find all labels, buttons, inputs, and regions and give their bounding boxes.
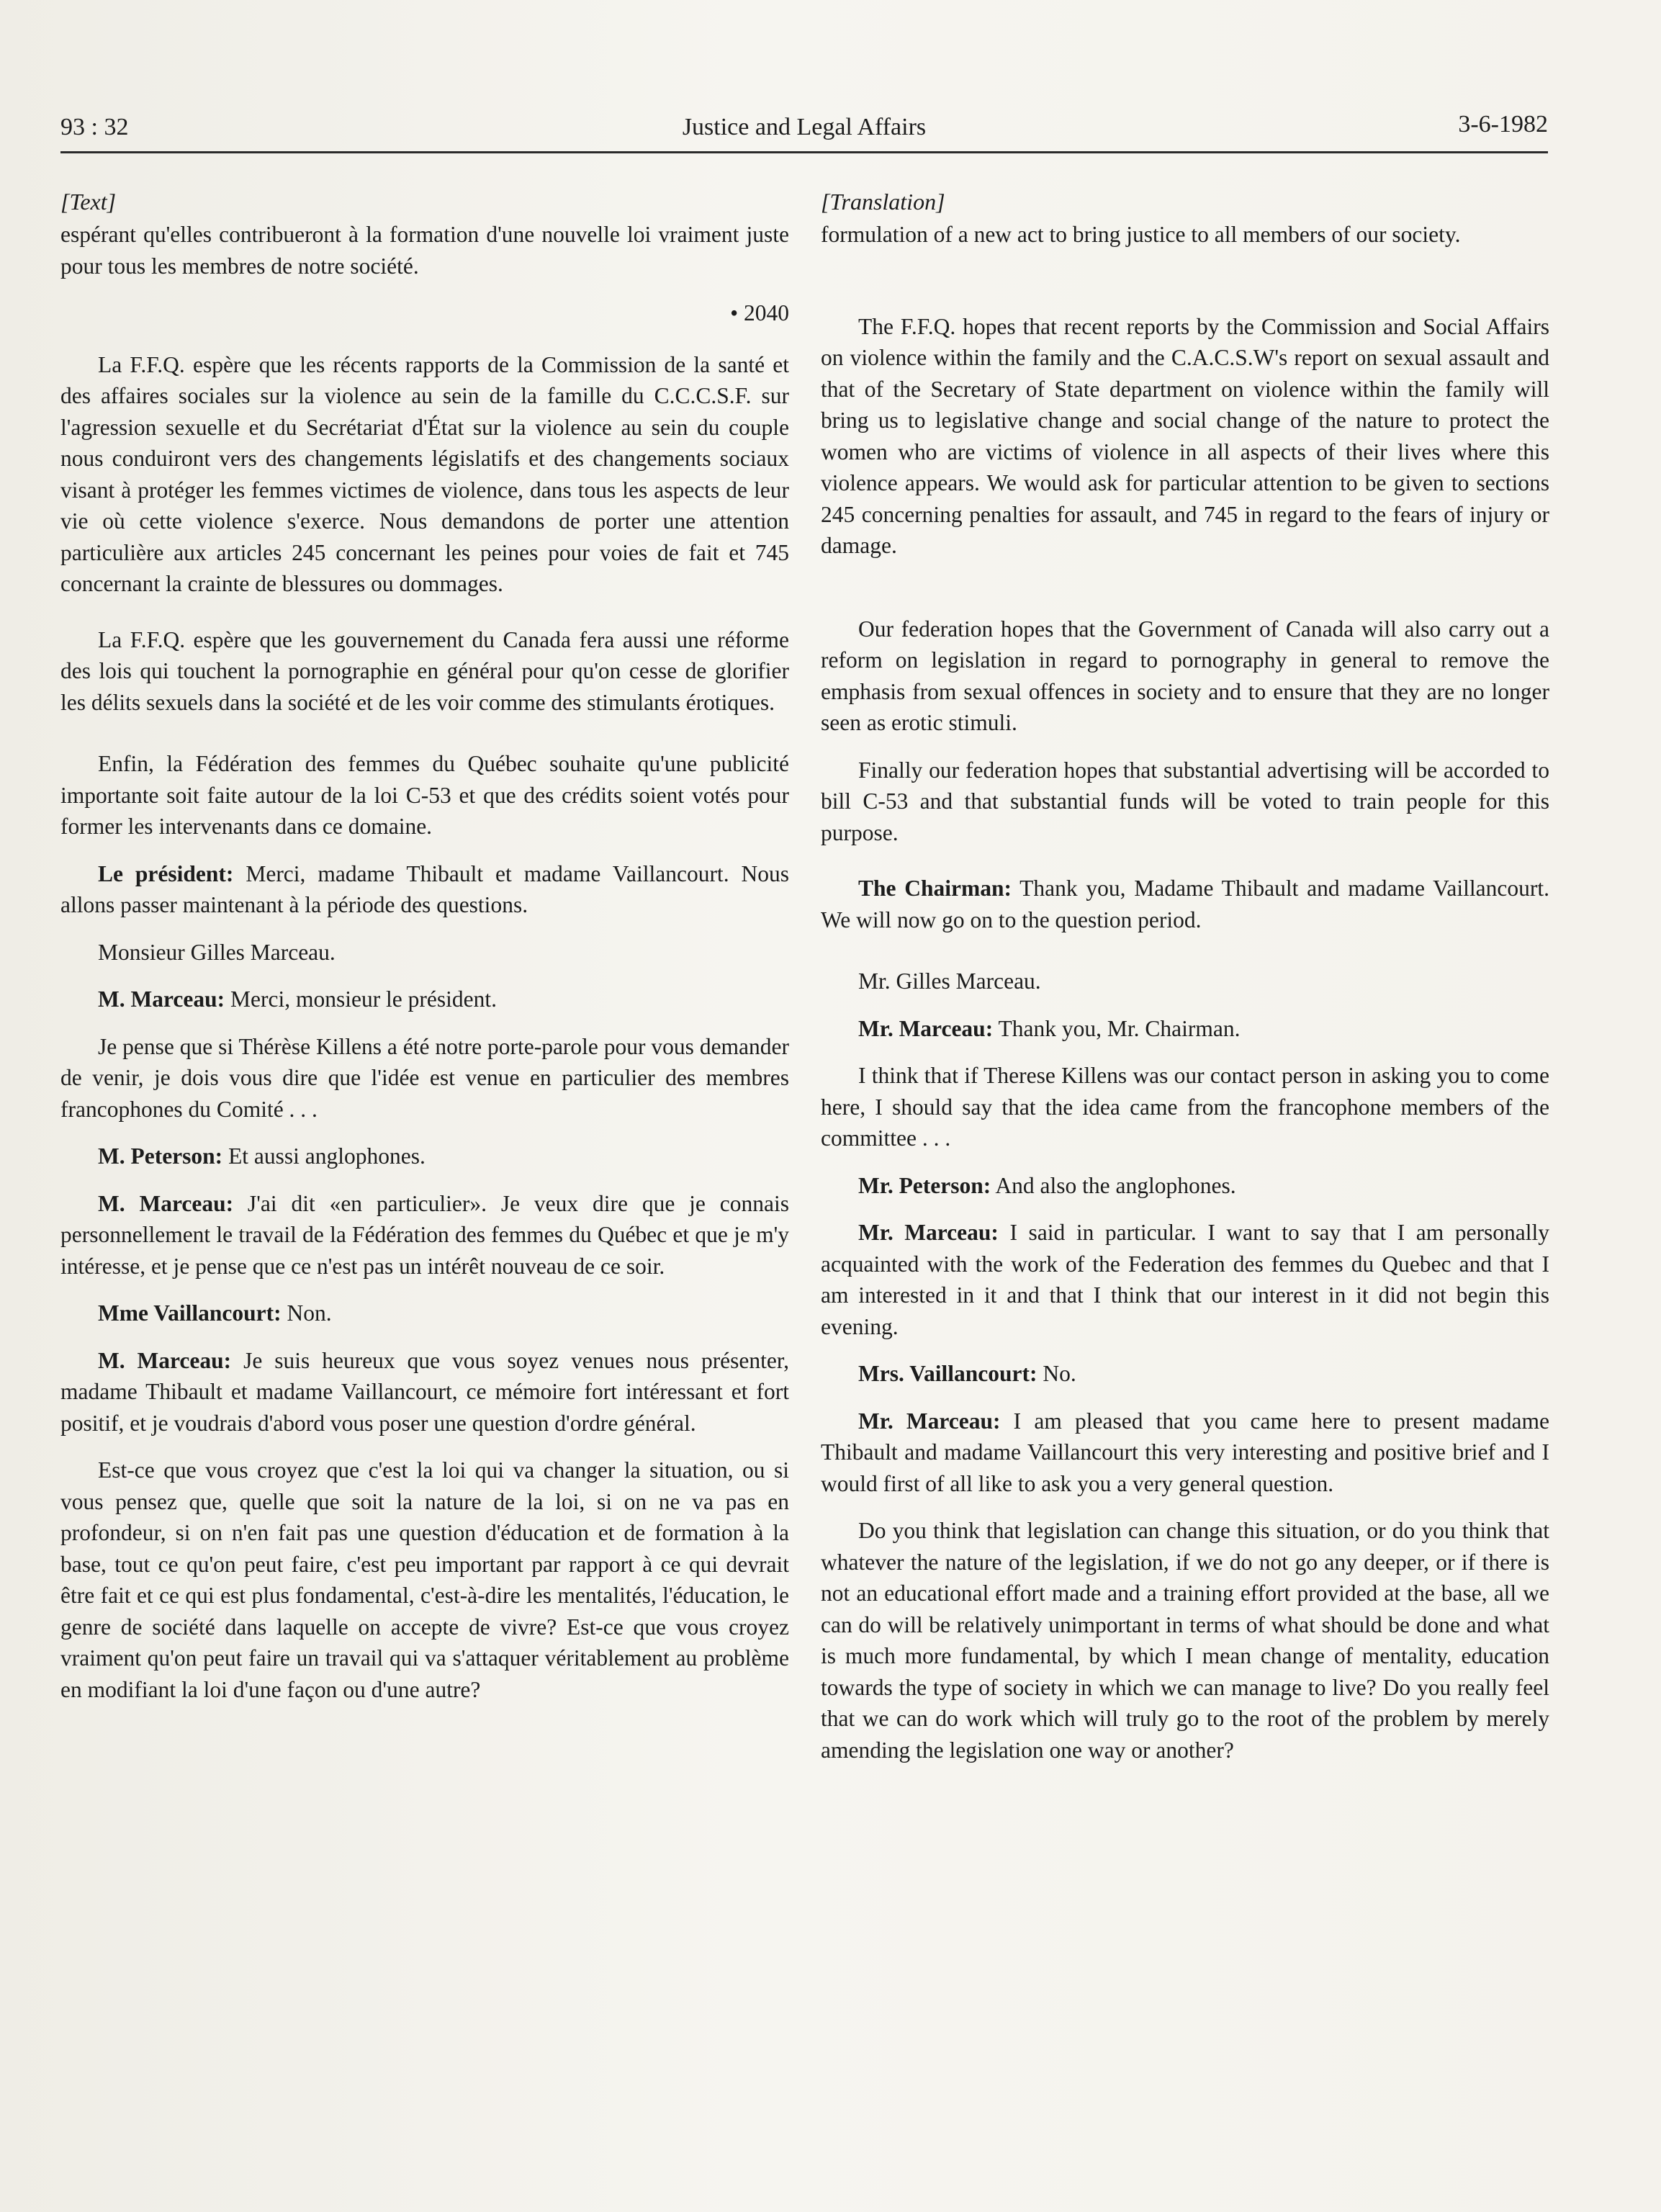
speech-text: J'ai dit «en particulier». Je veux dire que je connais personnellement le travail de la Fédération des femmes du Québec et que je m'y intéresse, et je pense que ce n'est pas un intérêt nouveau de ce soir.: [60, 1190, 789, 1279]
paragraph: formulation of a new act to bring justice to all members of our society.: [821, 222, 1461, 247]
speech-text: I am pleased that you came here to present madame Thibault and madame Vaillancourt this very interesting and positive brief and I would first of all like to ask you a very general question.: [821, 1408, 1549, 1496]
paragraph: Finally our federation hopes that substantial advertising will be accorded to bill C-53 and that substantial funds will be voted to train people for this purpose.: [821, 757, 1549, 845]
speech-paragraph: [60, 858, 789, 921]
speaker-name: Mr. Peterson:: [858, 1172, 991, 1198]
speech-paragraph: [60, 1188, 789, 1282]
speech-text: Thank you, Madame Thibault and madame Vaillancourt. We will now go on to the question period.: [821, 876, 1549, 932]
paragraph: Monsieur Gilles Marceau.: [98, 939, 336, 965]
page-header: [60, 108, 1548, 153]
paragraph: espérant qu'elles contribueront à la formation d'une nouvelle loi vraiment juste pour tous les membres de notre société.: [60, 222, 789, 279]
speech-paragraph: [821, 873, 1549, 935]
speech-paragraph: [60, 1141, 789, 1172]
paragraph: La F.F.Q. espère que les gouvernement du Canada fera aussi une réforme des lois qui touchent la pornographie en général pour qu'on cesse de glorifier les délits sexuels dans la société et de les voir comme des stimulants érotiques.: [60, 626, 789, 715]
speech-text: Non.: [281, 1300, 332, 1326]
paragraph: Mr. Gilles Marceau.: [858, 968, 1041, 994]
speech-paragraph: [60, 1298, 789, 1329]
speech-paragraph: [821, 1358, 1549, 1390]
speech-paragraph: [821, 1013, 1549, 1045]
speech-paragraph: [821, 1217, 1549, 1342]
speaker-name: Mme Vaillancourt:: [98, 1300, 282, 1326]
paragraph: Est-ce que vous croyez que c'est la loi qui va changer la situation, ou si vous pensez que, quelle que soit la nature de la loi, si on ne va pas en profondeur, si on n'en fait pas une question d'éducation et de formation à la base, tout ce qu'on peut faire, c'est peu important par rapport à ce qui devrait être fait et ce qui est plus fondamental, c'est-à-dire les mentalités, l'éducation, le genre de société dans laquelle on accepte de vivre? Est-ce que vous croyez vraiment qu'on peut faire un travail qui va s'attaquer véritablement au problème en modifiant la loi d'une façon ou d'une autre?: [60, 1457, 789, 1702]
paragraph: The F.F.Q. hopes that recent reports by the Commission and Social Affairs on violence within the family and the C.A.C.S.W's report on sexual assault and that of the Secretary of State department on violence within the family will bring us to legislative change and social change of the nature to protect the women who are victims of violence in all aspects of their lives where this violence appears. We would ask for particular attention to be given to sections 245 concerning penalties for assault, and 745 in regard to the fears of injury or damage.: [821, 313, 1549, 558]
text-tag: [Text]: [60, 189, 117, 215]
paragraph: Our federation hopes that the Government of Canada will also carry out a reform on legislation in regard to pornography in general to remove the emphasis from sexual offences in society and to ensure that they are no longer seen as erotic stimuli.: [821, 616, 1549, 735]
speaker-name: Mr. Marceau:: [858, 1015, 994, 1041]
speech-text: Et aussi anglophones.: [222, 1143, 426, 1169]
speech-text: Je suis heureux que vous soyez venues nous présenter, madame Thibault et madame Vaillancourt, ce mémoire fort intéressant et fort positif, et je voudrais d'abord vous poser une question d'ordre général.: [60, 1347, 789, 1436]
speech-text: Merci, monsieur le président.: [225, 986, 498, 1012]
paragraph: La F.F.Q. espère que les récents rapports de la Commission de la santé et des affaires sociales sur la violence au sein de la famille du C.C.C.S.F. sur l'agression sexuelle et du Secrétariat d'État sur la violence au sein du couple nous conduiront vers des changements législatifs et des changements sociaux visant à protéger les femmes victimes de violence, dans tous les aspects de leur vie où cette violence s'exerce. Nous demandons de porter une attention particulière aux articles 245 concernant les peines pour voies de fait et 745 concernant la crainte de blessures ou dommages.: [60, 351, 789, 596]
speech-text: No.: [1037, 1361, 1076, 1386]
paragraph: Do you think that legislation can change this situation, or do you think that whatever the nature of the legislation, if we do not go any deeper, or if there is not an educational effort made and a training effort provided at the base, all we can do will be relatively unimportant in terms of what should be done and what is much more fundamental, by which I mean change of mentality, education towards the type of society in which we can manage to live? Do you really feel that we can do work which will truly go to the root of the problem by merely amending the legislation one way or another?: [821, 1518, 1549, 1763]
speaker-name: Le président:: [98, 860, 234, 886]
speech-text: I said in particular. I want to say that I am personally acquainted with the work of the Federation des femmes du Quebec and that I am interested in it and that I think that our interest in it did not begin this evening.: [821, 1220, 1549, 1339]
speech-paragraph: [821, 1170, 1549, 1202]
speaker-name: Mrs. Vaillancourt:: [858, 1361, 1037, 1386]
speech-paragraph: [60, 984, 789, 1015]
speaker-name: M. Marceau:: [98, 986, 225, 1012]
speech-paragraph: [821, 1406, 1549, 1500]
running-title: Justice and Legal Affairs: [682, 114, 927, 140]
english-column: [821, 186, 1549, 1781]
speech-text: Merci, madame Thibault et madame Vaillancourt. Nous allons passer maintenant à la période des questions.: [60, 860, 789, 917]
speech-text: And also the anglophones.: [991, 1172, 1236, 1198]
speaker-name: The Chairman:: [858, 876, 1012, 901]
translation-tag: [Translation]: [821, 189, 945, 215]
page-number: 93 : 32: [60, 114, 129, 140]
speaker-name: M. Marceau:: [98, 1190, 234, 1216]
speaker-name: M. Marceau:: [98, 1347, 232, 1373]
header-date: 3-6-1982: [1458, 111, 1548, 138]
paragraph: I think that if Therese Killens was our contact person in asking you to come here, I should say that the idea came from the francophone members of the committee . . .: [821, 1063, 1549, 1151]
speaker-name: M. Peterson:: [98, 1143, 223, 1169]
french-column: [60, 186, 789, 1721]
paragraph: Je pense que si Thérèse Killens a été notre porte-parole pour vous demander de venir, je dois vous dire que l'idée est venue en particulier des membres francophones du Comité . . .: [60, 1033, 789, 1122]
speech-paragraph: [60, 1345, 789, 1439]
time-marker: • 2040: [730, 300, 789, 325]
speech-text: Thank you, Mr. Chairman.: [993, 1015, 1241, 1041]
paragraph: Enfin, la Fédération des femmes du Québec souhaite qu'une publicité importante soit faite autour de la loi C-53 et que des crédits soient votés pour former les intervenants dans ce domaine.: [60, 751, 789, 839]
speaker-name: Mr. Marceau:: [858, 1408, 1001, 1434]
speaker-name: Mr. Marceau:: [858, 1220, 999, 1245]
